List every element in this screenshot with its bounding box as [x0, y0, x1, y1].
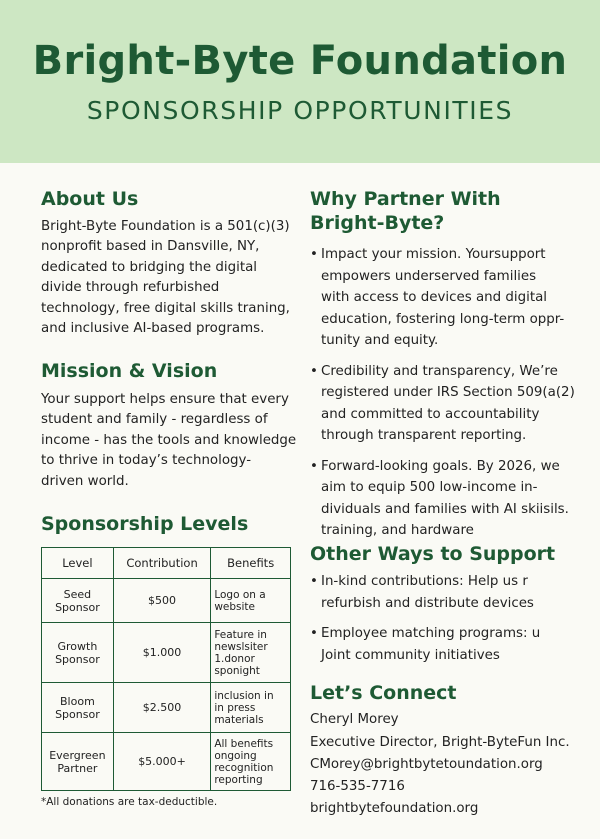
benefits-cell	[211, 623, 291, 683]
mission-line: driven world.	[41, 473, 129, 489]
level-cell	[42, 579, 114, 623]
benefit-line: sponight	[214, 664, 260, 677]
column-header: Benefits	[211, 548, 291, 579]
bullet-line: education, fostering long-term oppr-	[321, 311, 565, 327]
connect-title: Let’s Connect	[310, 682, 457, 704]
benefit-line: website	[214, 600, 255, 613]
why-title-line: Bright-Byte?	[310, 212, 445, 234]
list-item	[310, 456, 590, 542]
bullet-line: tunity and equity.	[321, 333, 439, 348]
contact-name: Cheryl Morey	[310, 712, 399, 727]
mission-line: Your support helps ensure that every	[41, 392, 289, 407]
level-line: Sponsor	[55, 600, 100, 614]
bullet-line: empowers underserved families	[321, 268, 537, 284]
benefits-cell	[211, 579, 291, 623]
benefit-line: All benefits	[214, 737, 274, 750]
level-line: Bloom	[60, 694, 95, 708]
contact-phone[interactable]: 716-535-7716	[310, 779, 405, 794]
contact-email[interactable]: CMorey@brightbytetoundation.org	[310, 757, 543, 772]
bullet-line: aim to equip 500 low-income in-	[321, 480, 538, 495]
other-title: Other Ways to Support	[310, 543, 556, 565]
level-line: Partner	[57, 761, 98, 775]
mission-title: Mission & Vision	[41, 360, 218, 382]
page-subtitle: SPONSORSHIP OPPORTUNITIES	[86, 96, 514, 125]
contact-website[interactable]: brightbytefoundation.org	[310, 801, 479, 816]
about-line: divide through refurbished	[41, 280, 220, 296]
level-cell	[42, 733, 114, 791]
benefits-cell	[211, 733, 291, 791]
list-item	[310, 361, 590, 447]
contribution-cell: $2.500	[113, 683, 211, 733]
contribution-cell: $500	[113, 579, 211, 623]
mission-line: income - has the tools and knowledge	[41, 432, 297, 448]
benefit-line: in press	[214, 701, 256, 714]
bullet-line: training, and hardware	[321, 523, 474, 538]
bullet-line: through transparent reporting.	[321, 428, 527, 443]
bullet-line: • In-kind contributions: Help us r	[321, 574, 528, 589]
table-row	[42, 733, 291, 791]
contact-role: Executive Director, Bright-ByteFun Inc.	[310, 735, 570, 750]
benefit-line: inclusion in	[214, 689, 274, 702]
mission-line: to thrive in today’s technology-	[41, 453, 252, 469]
contribution-cell: $5.000+	[113, 733, 211, 791]
benefit-line: 1.donor	[214, 652, 255, 665]
level-line: Growth	[57, 639, 98, 653]
list-item	[310, 244, 590, 352]
about-text	[41, 217, 301, 339]
about-line: Bright-Byte Foundation is a 501(c)(3)	[41, 219, 290, 234]
table-row	[42, 579, 291, 623]
why-title-line: Why Partner With	[310, 188, 501, 210]
why-bullet-list	[310, 244, 590, 551]
bullet-line: with access to devices and digital	[321, 290, 548, 305]
bullet-line: registered under IRS Section 509(a(2)	[321, 385, 575, 400]
about-line: dedicated to bridging the digital	[41, 259, 258, 275]
mission-text	[41, 390, 301, 492]
level-line: Sponsor	[55, 707, 100, 721]
sponsorship-table	[41, 547, 291, 791]
about-line: technology, free digital skills traning,	[41, 300, 290, 316]
about-line: and inclusive AI-based programs.	[41, 321, 265, 337]
page-title: Bright-Byte Foundation	[32, 38, 568, 84]
benefit-line: materials	[214, 713, 264, 726]
level-line: Evergreen	[49, 748, 106, 762]
bullet-line: • Employee matching programs: u	[321, 626, 541, 641]
column-header: Level	[42, 548, 114, 579]
level-line: Sponsor	[55, 652, 100, 666]
table-header-row	[42, 548, 291, 579]
list-item	[310, 623, 590, 666]
benefits-cell	[211, 683, 291, 733]
other-bullet-list	[310, 571, 590, 675]
level-cell	[42, 683, 114, 733]
benefit-line: reporting	[214, 773, 263, 786]
benefit-line: Logo on a	[214, 588, 266, 601]
levels-title: Sponsorship Levels	[41, 513, 249, 535]
contribution-cell: $1.000	[113, 623, 211, 683]
mission-line: student and family - regardless of	[41, 412, 268, 428]
bullet-line: • Impact your mission. Yoursupport	[321, 247, 546, 262]
benefit-line: newslsiter	[214, 640, 268, 653]
level-line: Seed	[63, 587, 92, 601]
why-title	[310, 187, 501, 235]
benefit-line: recognition	[214, 761, 274, 774]
column-header: Contribution	[113, 548, 211, 579]
list-item	[310, 571, 590, 614]
about-line: nonprofit based in Dansville, NY,	[41, 239, 260, 255]
level-cell	[42, 623, 114, 683]
benefit-line: ongoing	[214, 749, 257, 762]
bullet-line: refurbish and distribute devices	[321, 595, 534, 611]
benefit-line: Feature in	[214, 628, 267, 641]
bullet-line: • Forward-looking goals. By 2026, we	[321, 458, 560, 474]
about-title: About Us	[41, 188, 139, 210]
bullet-line: and committed to accountability	[321, 406, 540, 422]
header-banner	[0, 0, 600, 163]
bullet-line: dividuals and families with AI skiisils.	[321, 501, 569, 517]
table-row	[42, 623, 291, 683]
table-row	[42, 683, 291, 733]
bullet-line: Joint community initiatives	[321, 647, 500, 663]
tax-footnote: *All donations are tax-deductible.	[41, 796, 218, 808]
bullet-line: • Credibility and transparency, We’re	[321, 363, 558, 379]
